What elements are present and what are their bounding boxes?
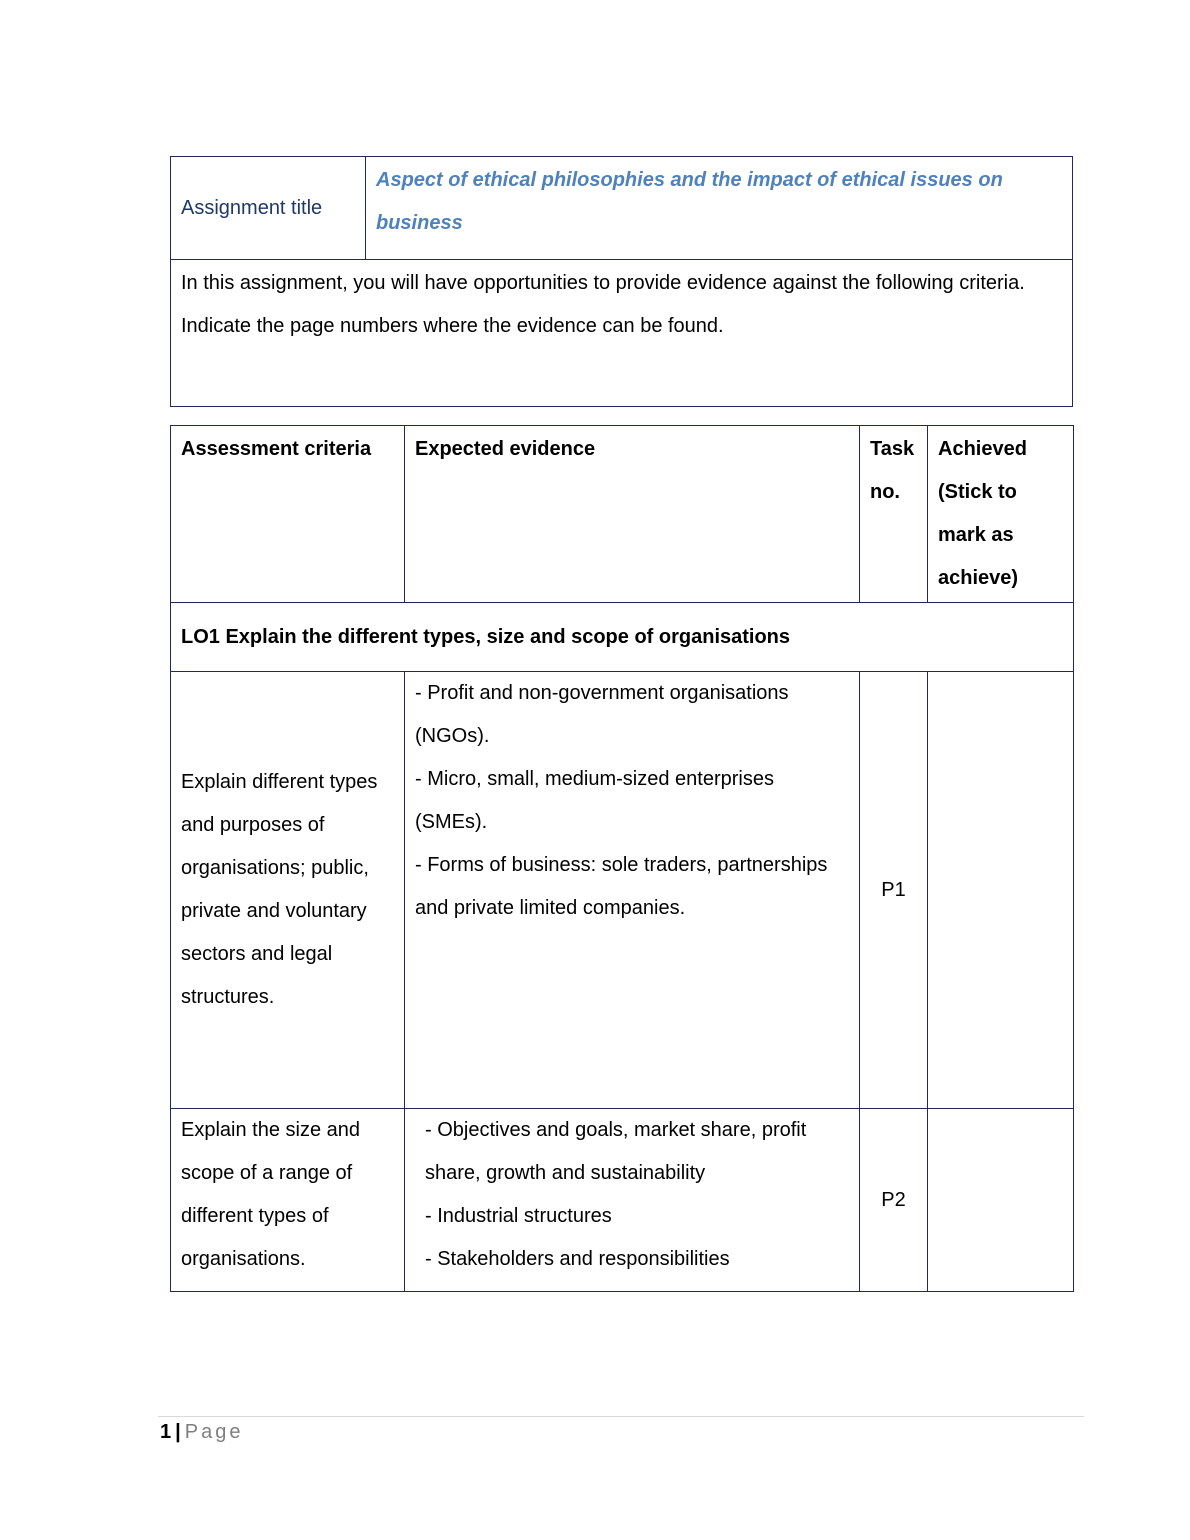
- evidence-item: - Objectives and goals, market share, profit share, growth and sustainability: [425, 1119, 807, 1184]
- task-no-cell: P1: [860, 672, 928, 1109]
- page-label: Page: [184, 1421, 244, 1443]
- page-footer: [160, 1419, 243, 1445]
- header-assessment-criteria: Assessment criteria: [171, 426, 405, 603]
- table-row: [171, 672, 1074, 1109]
- task-no-cell: P2: [860, 1109, 928, 1292]
- evidence-item: - Micro, small, medium-sized enterprises (SMEs).: [415, 768, 774, 833]
- intro-line-1: In this assignment, you will have opportunities to provide evidence against the following criteria.: [181, 272, 1025, 294]
- assignment-intro: [171, 260, 1073, 407]
- assignment-title-value: Aspect of ethical philosophies and the impact of ethical issues on business: [366, 157, 1073, 260]
- evidence-cell: [405, 1109, 860, 1292]
- achieved-cell[interactable]: [928, 1109, 1074, 1292]
- header-task-no: Task no.: [860, 426, 928, 603]
- criteria-cell: Explain different types and purposes of organisations; public, private and voluntary sectors and legal structures.: [171, 672, 405, 1109]
- lo1-row: [171, 603, 1074, 672]
- achieved-cell[interactable]: [928, 672, 1074, 1109]
- assignment-header-table: [170, 156, 1073, 407]
- header-achieved: Achieved (Stick to mark as achieve): [928, 426, 1074, 603]
- assessment-criteria-table: [170, 425, 1074, 1292]
- footer-divider: [158, 1416, 1084, 1417]
- footer-separator: |: [175, 1421, 181, 1443]
- evidence-item: - Profit and non-government organisations (NGOs).: [415, 682, 789, 747]
- table-header-row: [171, 426, 1074, 603]
- evidence-item: - Industrial structures: [425, 1205, 612, 1227]
- assignment-title-label: Assignment title: [171, 157, 366, 260]
- criteria-cell: Explain the size and scope of a range of different types of organisations.: [171, 1109, 405, 1292]
- page-number: 1: [160, 1421, 172, 1443]
- evidence-item: - Stakeholders and responsibilities: [425, 1248, 730, 1270]
- evidence-cell: [405, 672, 860, 1109]
- header-expected-evidence: Expected evidence: [405, 426, 860, 603]
- intro-line-2: Indicate the page numbers where the evidence can be found.: [181, 315, 724, 337]
- lo1-heading: LO1 Explain the different types, size and scope of organisations: [171, 603, 1074, 672]
- evidence-item: - Forms of business: sole traders, partnerships and private limited companies.: [415, 854, 828, 919]
- table-row: [171, 1109, 1074, 1292]
